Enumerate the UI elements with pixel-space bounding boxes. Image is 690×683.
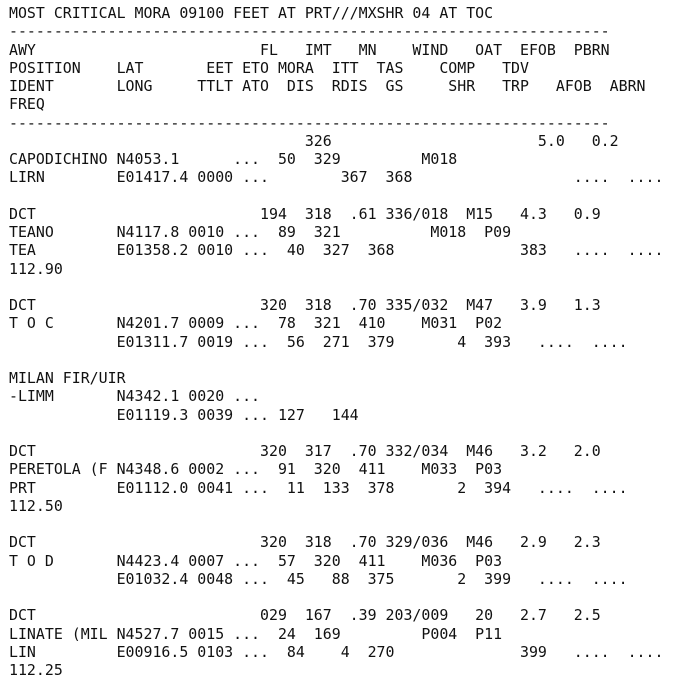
plan-line: PRT E01112.0 0041 ... 11 133 378 2 394 .... .... <box>9 478 628 497</box>
plan-line: DCT 320 317 .70 332/034 M46 3.2 2.0 <box>9 442 601 460</box>
plan-line: POSITION LAT EET ETO MORA ITT TAS COMP TDV <box>9 58 529 77</box>
plan-line: ------------------------------------------------------------------- <box>9 113 610 132</box>
plan-line: TEANO N4117.8 0010 ... 89 321 M018 P09 <box>9 223 512 241</box>
plan-line: DCT 194 318 .61 336/018 M15 4.3 0.9 <box>9 204 601 223</box>
plan-line <box>9 187 690 205</box>
plan-line: TEA E01358.2 0010 ... 40 327 368 383 .... .... <box>9 241 664 260</box>
plan-line: ------------------------------------------------------------------- <box>9 22 610 41</box>
plan-line: AWY FL IMT MN WIND OAT EFOB PBRN <box>9 40 610 59</box>
plan-body <box>9 22 690 679</box>
plan-line: E01119.3 0039 ... 127 144 <box>9 405 359 424</box>
plan-line <box>9 515 690 533</box>
plan-line <box>9 588 690 606</box>
plan-line: LINATE (MIL N4527.7 0015 ... 24 169 P004 P11 <box>9 624 503 643</box>
plan-line: -LIMM N4342.1 0020 ... <box>9 387 261 406</box>
plan-line: T O C N4201.7 0009 ... 78 321 410 M031 P02 <box>9 314 503 333</box>
plan-line: T O D N4423.4 0007 ... 57 320 411 M036 P03 <box>9 551 503 570</box>
plan-line: DCT 320 318 .70 335/032 M47 3.9 1.3 <box>9 296 601 314</box>
plan-line: MILAN FIR/UIR <box>9 369 126 387</box>
plan-line: LIRN E01417.4 0000 ... 367 368 .... .... <box>9 168 664 187</box>
plan-line <box>9 278 690 296</box>
plan-line: IDENT LONG TTLT ATO DIS RDIS GS SHR TRP AFOB ABRN <box>9 77 646 95</box>
plan-title: MOST CRITICAL MORA 09100 FEET AT PRT///MXSHR 04 AT TOC <box>9 4 494 22</box>
plan-line: DCT 320 318 .70 329/036 M46 2.9 2.3 <box>9 533 601 552</box>
plan-line: E01311.7 0019 ... 56 271 379 4 393 .... .... <box>9 332 628 351</box>
plan-line: 112.25 <box>9 661 63 679</box>
plan-line: PERETOLA (F N4348.6 0002 ... 91 320 411 M033 P03 <box>9 460 503 479</box>
plan-line: 112.50 <box>9 496 63 515</box>
plan-line <box>9 424 690 442</box>
plan-line: LIN E00916.5 0103 ... 84 4 270 399 .... .... <box>9 642 664 661</box>
plan-line: FREQ <box>9 95 45 114</box>
plan-line <box>9 351 690 369</box>
plan-line: CAPODICHINO N4053.1 ... 50 329 M018 <box>9 150 458 168</box>
plan-line: E01032.4 0048 ... 45 88 375 2 399 .... .... <box>9 569 628 588</box>
plan-line: DCT 029 167 .39 203/009 20 2.7 2.5 <box>9 606 601 625</box>
plan-line: 112.90 <box>9 259 63 278</box>
plan-line: 326 5.0 0.2 <box>9 131 619 150</box>
